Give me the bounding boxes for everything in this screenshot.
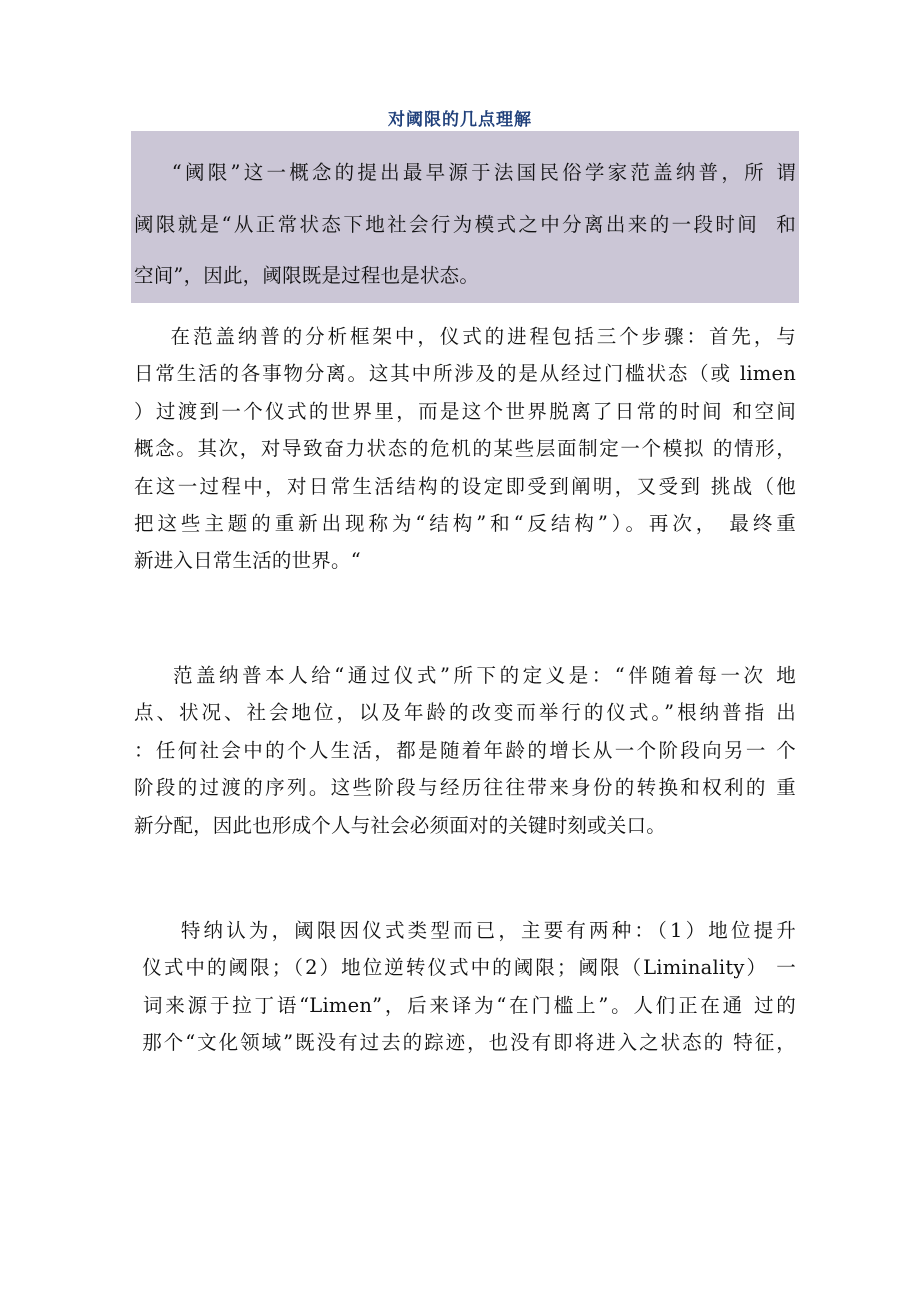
text-line: 仪式中的阈限；（2）地位逆转仪式中的阈限；阈限（Liminality） 一 [134, 956, 796, 980]
text-line: 新分配，因此也形成个人与社会必须面对的关键时刻或关口。 [134, 813, 666, 837]
text-line: 概念。其次，对导致奋力状态的危机的某些层面制定一个模拟 的情形， [134, 437, 796, 461]
text-line: 在这一过程中，对日常生活结构的设定即受到阐明，又受到 挑战（他 [134, 474, 796, 498]
text-line: 新进入日常生活的世界。“ [134, 549, 361, 573]
paragraph [134, 318, 796, 580]
paragraph [134, 912, 796, 1062]
text-line: ：任何社会中的个人生活，都是随着年龄的增长从一个阶段向另一 个 [134, 738, 796, 762]
paragraph [134, 657, 796, 844]
text-line: 阶段的过渡的序列。这些阶段与经历往往带来身份的转换和权利的 重 [134, 776, 796, 800]
text-line: ）过渡到一个仪式的世界里，而是这个世界脱离了日常的时间 和空间 [134, 399, 796, 423]
text-line: 范盖纳普本人给“通过仪式”所下的定义是：“伴随着每一次 地 [134, 664, 796, 687]
highlight-block [134, 147, 796, 302]
text-line: “阈限”这一概念的提出最早源于法国民俗学家范盖纳普，所 谓 [134, 161, 796, 184]
text-line: 日常生活的各事物分离。这其中所涉及的是从经过门槛状态（或 limen [134, 362, 796, 386]
text-line: 那个“文化领域”既没有过去的踪迹，也没有即将进入之状态的 特征， [134, 1031, 796, 1055]
text-line: 把这些主题的重新出现称为“结构”和“反结构”）。再次， 最终重 [134, 511, 796, 535]
text-line: 点、状况、社会地位，以及年龄的改变而举行的仪式。”根纳普指 出 [134, 701, 796, 725]
text-line: 阈限就是“从正常状态下地社会行为模式之中分离出来的一段时间 和 [134, 212, 796, 236]
text-line: 词来源于拉丁语“Limen”，后来译为“在门槛上”。人们正在通 过的 [134, 993, 796, 1017]
text-line: 特纳认为，阈限因仪式类型而已，主要有两种：（1）地位提升 [134, 919, 796, 942]
text-line: 在范盖纳普的分析框架中，仪式的进程包括三个步骤：首先，与 [134, 325, 796, 348]
document-title: 对阈限的几点理解 [388, 110, 532, 130]
text-line: 空间”，因此，阈限既是过程也是状态。 [134, 264, 480, 287]
